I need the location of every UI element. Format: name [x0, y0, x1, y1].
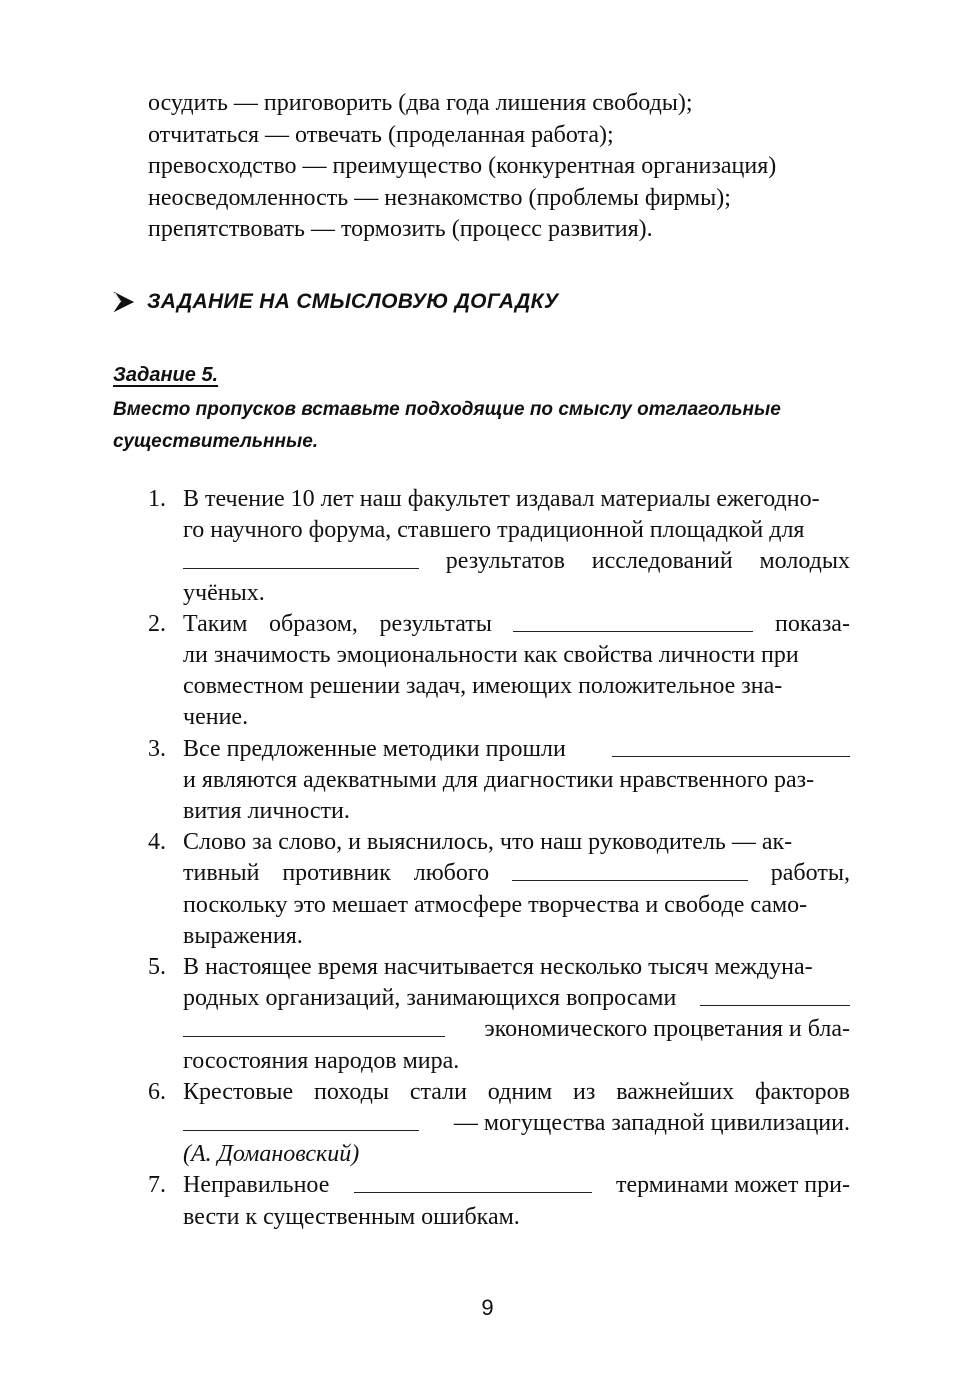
answer-blank[interactable] — [700, 983, 850, 1006]
word: результаты — [379, 610, 492, 637]
text-line: поскольку это мешает атмосфере творчества и свободе само- — [183, 891, 808, 918]
page-number: 9 — [481, 1295, 494, 1320]
text-segment: экономического процветания и бла- — [484, 1016, 850, 1043]
word: тивный — [183, 860, 260, 887]
word: показа- — [775, 610, 850, 637]
text-line: вития личности. — [183, 798, 350, 825]
word: образом, — [269, 610, 358, 637]
pair-line: превосходство — преимущество (конкурентная организация) — [148, 153, 777, 179]
text-segment: Все предложенные методики прошли — [183, 735, 566, 762]
word: результатов — [445, 548, 565, 575]
text-line: и являются адекватными для диагностики нравственного раз- — [183, 766, 815, 793]
exercise-text — [183, 734, 850, 828]
exercise-item — [148, 609, 850, 734]
exercise-number: 2. — [148, 610, 166, 637]
pair-line: отчитаться — отвечать (проделанная работа); — [148, 121, 614, 148]
instruction-line: Вместо пропусков вставьте подходящие по смыслу отглагольные — [113, 399, 781, 420]
text-segment: Неправильное — [183, 1172, 330, 1199]
text-line: го научного форума, ставшего традиционной площадкой для — [183, 517, 805, 544]
word: любого — [413, 860, 490, 887]
answer-blank[interactable] — [183, 1108, 419, 1131]
text-line: учёных. — [183, 579, 265, 606]
text-segment: терминами может при- — [615, 1172, 850, 1199]
exercise-number: 3. — [148, 735, 166, 762]
word: противник — [282, 860, 391, 887]
answer-blank[interactable] — [183, 546, 419, 569]
exercise-number: 1. — [148, 486, 166, 512]
section-heading-text: ЗАДАНИЕ НА СМЫСЛОВУЮ ДОГАДКУ — [147, 290, 559, 313]
exercise-number: 5. — [148, 954, 166, 981]
text-line — [183, 546, 850, 577]
text-line: вести к существенным ошибкам. — [183, 1203, 520, 1230]
instruction-line: существительнные. — [113, 431, 319, 452]
arrowhead-bullet-icon — [113, 291, 135, 313]
text-line: чение. — [183, 704, 249, 731]
text-line: совместном решении задач, имеющих положительное зна- — [183, 673, 783, 700]
answer-blank[interactable] — [183, 1014, 445, 1037]
answer-blank[interactable] — [354, 1170, 592, 1193]
text-line: ли значимость эмоциональности как свойства личности при — [183, 642, 799, 669]
text-line — [183, 734, 850, 765]
answer-blank[interactable] — [612, 734, 850, 757]
text-line — [183, 1108, 850, 1139]
text-line: выражения. — [183, 922, 303, 949]
text-line — [183, 609, 850, 640]
text-segment: родных организаций, занимающихся вопросами — [183, 985, 677, 1012]
exercise-text — [183, 1170, 850, 1232]
text-line — [183, 1014, 850, 1045]
word: молодых — [759, 548, 850, 575]
exercise-number: 7. — [148, 1172, 166, 1199]
exercise-text — [183, 609, 850, 734]
section-heading — [113, 290, 558, 314]
text-line: госостояния народов мира. — [183, 1047, 460, 1074]
exercise-item — [148, 1170, 850, 1232]
exercise-item — [148, 1077, 850, 1171]
answer-blank[interactable] — [512, 858, 748, 881]
word: исследований — [591, 548, 733, 575]
text-line — [183, 858, 850, 889]
task-instruction — [113, 394, 858, 458]
exercise-text — [183, 827, 850, 952]
text-line — [183, 1170, 850, 1201]
text-line: Крестовые походы стали одним из важнейших факторов — [183, 1078, 850, 1105]
text-line: В настоящее время насчитывается несколько тысяч междуна- — [183, 954, 813, 981]
exercise-text — [183, 484, 850, 609]
exercise-text — [183, 952, 850, 1077]
pair-line: препятствовать — тормозить (процесс развития). — [148, 216, 653, 242]
text-line: Слово за слово, и выяснилось, что наш руководитель — ак- — [183, 829, 793, 856]
exercise-number: 4. — [148, 829, 166, 856]
pair-line: осудить — приговорить (два года лишения свободы); — [148, 90, 693, 116]
answer-blank[interactable] — [513, 609, 753, 632]
citation: (А. Домановский) — [183, 1141, 360, 1168]
pair-line: неосведомленность — незнакомство (проблемы фирмы); — [148, 184, 731, 211]
task-title: Задание 5. — [113, 364, 219, 386]
exercise-number: 6. — [148, 1078, 166, 1105]
exercise-list — [148, 484, 850, 1233]
exercise-item — [148, 827, 850, 952]
exercise-item — [148, 484, 850, 609]
text-segment: — могущества западной цивилизации. — [453, 1110, 850, 1137]
word: Таким — [183, 610, 248, 637]
exercise-text — [183, 1077, 850, 1171]
word: работы, — [770, 860, 850, 887]
exercise-item — [148, 734, 850, 828]
text-line: В течение 10 лет наш факультет издавал материалы ежегодно- — [183, 486, 820, 512]
text-line — [183, 983, 850, 1014]
exercise-item — [148, 952, 850, 1077]
synonym-pairs-list — [148, 88, 868, 246]
